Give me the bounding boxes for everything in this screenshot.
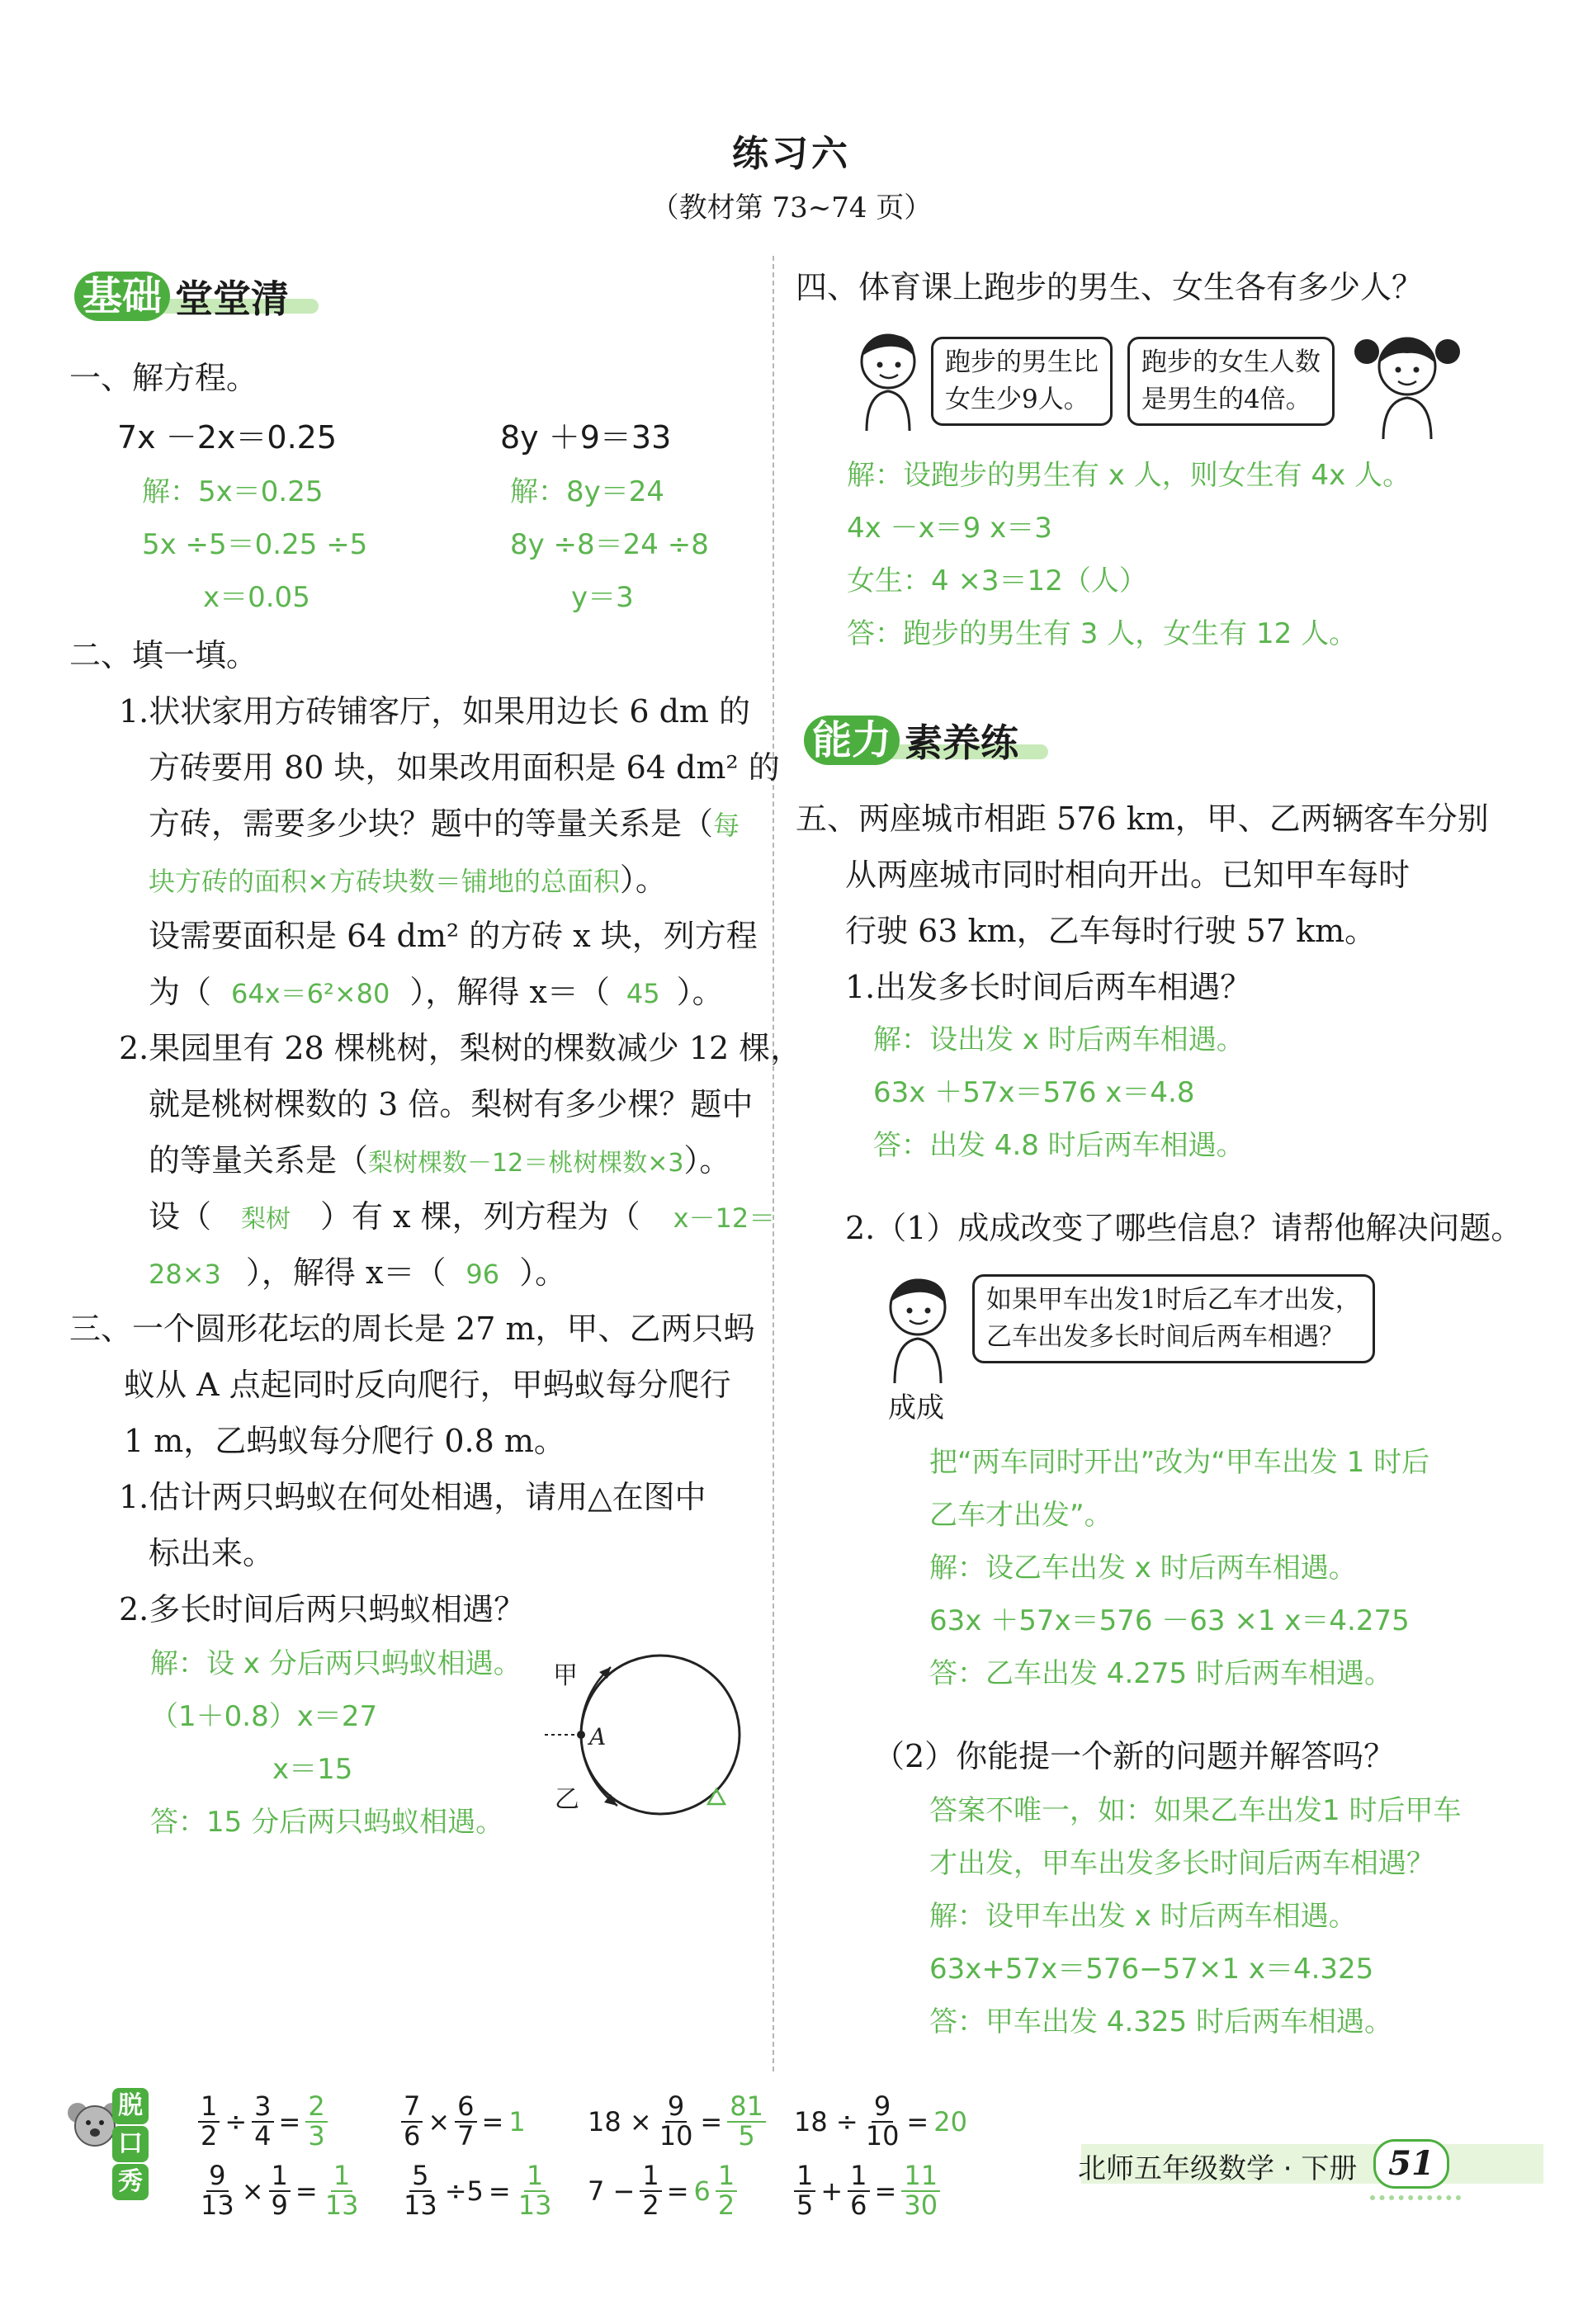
fill-answer: 梨树: [241, 1205, 291, 1234]
q5-sub1: 1.出发多长时间后两车相遇？: [845, 969, 1252, 1005]
fill-answer: 28×3: [149, 1259, 221, 1290]
girl-speech-bubble: 跑步的女生人数 是男生的4倍。: [1127, 337, 1335, 426]
ability-section-banner: [804, 713, 1018, 768]
q4-heading: 四、体育课上跑步的男生、女生各有多少人？: [796, 269, 1424, 305]
banner-badge: 基础: [74, 272, 170, 322]
q3-answer: （1＋0.8）x＝27: [150, 1700, 378, 1733]
q1-heading: 一、解方程。: [69, 360, 258, 396]
oral-item: 18 × $\frac{9}{10}$ = $\frac{81}{5}$: [588, 2093, 766, 2150]
q5-sub2-answer: 把“两车同时开出”改为“甲车出发 1 时后: [929, 1446, 1430, 1479]
q3-line: 三、一个圆形花坛的周长是 27 m，甲、乙两只蚂: [69, 1311, 755, 1347]
q2-p2-line: 2.果园里有 28 棵桃树，梨树的棵数减少 12 棵，: [119, 1030, 802, 1066]
q5-sub2-answer: 解：设乙车出发 x 时后两车相遇。: [929, 1552, 1357, 1585]
column-divider: [773, 256, 774, 2071]
oral-item: $\frac{7}{6}$ × $\frac{6}{7}$ = 1: [401, 2093, 526, 2150]
q5-sub3-answer: 解：设甲车出发 x 时后两车相遇。: [929, 1900, 1357, 1933]
logo-char: 脱: [112, 2088, 149, 2124]
fill-answer: 64x＝6²×80: [231, 978, 390, 1009]
q2-p1-line: 1.状状家用方砖铺客厅，如果用边长 6 dm 的: [119, 693, 751, 730]
oral-item: $\frac{1}{5}$ + $\frac{1}{6}$ = $\frac{11}{30}$: [794, 2162, 940, 2219]
fill-answer: 45: [626, 978, 660, 1009]
q2-p2-line: 就是桃树棵数的 3 倍。梨树有多少棵？题中: [149, 1086, 754, 1122]
fill-answer: 块方砖的面积×方砖块数＝铺地的总面积: [149, 866, 620, 897]
q2-p2-line: 28×3 ），解得 x＝（ 96 ）。: [149, 1254, 567, 1291]
circle-diagram: [528, 1642, 751, 1832]
oral-item: 7 − $\frac{1}{2}$ = 6 $\frac{1}{2}$: [588, 2162, 737, 2219]
q3-answer: 解：设 x 分后两只蚂蚁相遇。: [150, 1647, 522, 1680]
q3-sub1: 1.估计两只蚂蚁在何处相遇，请用△在图中: [119, 1479, 706, 1515]
q5-line: 五、两座城市相距 576 km，甲、乙两辆客车分别: [796, 801, 1489, 837]
footer-dots: [1370, 2195, 1461, 2200]
character-name: 成成: [888, 1391, 944, 1424]
banner-badge: 能力: [804, 716, 900, 766]
boy-speech-bubble: 跑步的男生比 女生少9人。: [931, 337, 1113, 426]
q4-answer: 答：跑步的男生有 3 人，女生有 12 人。: [847, 617, 1358, 650]
page-number: 51: [1373, 2139, 1449, 2189]
q3-sub2: 2.多长时间后两只蚂蚁相遇？: [119, 1591, 526, 1627]
q1-eq-a-step: 5x ÷5＝0.25 ÷5: [142, 528, 368, 561]
q2-p1-line: 方砖要用 80 块，如果改用面积是 64 dm² 的: [149, 749, 780, 786]
chengcheng-speech-bubble: 如果甲车出发1时后乙车才出发， 乙车出发多长时间后两车相遇？: [972, 1274, 1375, 1363]
q5-sub3-answer: 63x+57x＝576−57×1 x＝4.325: [929, 1953, 1374, 1986]
banner-text: 素养练: [905, 720, 1019, 765]
page-title: 练习六: [732, 133, 851, 175]
q5-line: 行驶 63 km，乙车每时行驶 57 km。: [845, 913, 1377, 949]
q5-sub1-answer: 答：出发 4.8 时后两车相遇。: [873, 1129, 1245, 1162]
q1-eq-b-step: 解：8y＝24: [510, 475, 665, 508]
q4-answer: 解：设跑步的男生有 x 人，则女生有 4x 人。: [847, 459, 1411, 492]
logo-char: 口: [112, 2126, 149, 2162]
q2-heading: 二、填一填。: [69, 637, 258, 673]
q3-line: 蚁从 A 点起同时反向爬行，甲蚂蚁每分爬行: [124, 1367, 731, 1403]
q5-sub2-answer: 答：乙车出发 4.275 时后两车相遇。: [929, 1657, 1392, 1690]
fill-answer: 梨树棵数－12＝桃树棵数×3: [368, 1149, 684, 1178]
q1-eq-b: 8y ＋9＝33: [500, 419, 672, 456]
fill-answer: 每: [713, 810, 740, 841]
q5-sub3-answer: 答案不唯一，如：如果乙车出发1 时后甲车: [929, 1794, 1462, 1827]
q5-sub1-answer: 解：设出发 x 时后两车相遇。: [873, 1023, 1245, 1056]
q3-line: 1 m，乙蚂蚁每分爬行 0.8 m。: [124, 1423, 565, 1459]
fill-answer: 96: [465, 1259, 500, 1290]
q5-sub3: （2）你能提一个新的问题并解答吗？: [873, 1738, 1396, 1774]
boy-illustration-icon: [847, 327, 929, 434]
q4-answer: 女生：4 ×3＝12（人）: [847, 564, 1147, 598]
q2-p2-line: 设（ 梨树 ）有 x 棵，列方程为（ x－12＝: [149, 1198, 776, 1235]
oral-item: $\frac{5}{13}$ ÷5 = $\frac{1}{13}$: [404, 2160, 552, 2221]
q2-p2-line: 的等量关系是（梨树棵数－12＝桃树棵数×3）。: [149, 1142, 731, 1179]
q5-sub2-answer: 乙车才出发”。: [929, 1499, 1113, 1532]
q1-eq-b-step: 8y ÷8＝24 ÷8: [510, 528, 709, 561]
chengcheng-illustration-icon: [875, 1271, 966, 1386]
q5-sub2-answer: 63x ＋57x＝576 －63 ×1 x＝4.275: [929, 1604, 1410, 1637]
q1-eq-a-step: x＝0.05: [203, 581, 310, 614]
page-subtitle: （教材第 73~74 页）: [650, 191, 933, 224]
q3-answer: 答：15 分后两只蚂蚁相遇。: [150, 1806, 504, 1839]
q5-sub2: 2.（1）成成改变了哪些信息？请帮他解决问题。: [845, 1210, 1523, 1246]
label-jia: 甲: [553, 1661, 578, 1690]
oral-item: $\frac{1}{2}$ ÷ $\frac{3}{4}$ = $\frac{2}{3}$: [198, 2093, 328, 2150]
q5-sub3-answer: 才出发，甲车出发多长时间后两车相遇？: [929, 1847, 1434, 1880]
label-yi: 乙: [555, 1785, 579, 1814]
q2-p1-line: 设需要面积是 64 dm² 的方砖 x 块，列方程: [149, 918, 758, 954]
q1-eq-a-step: 解：5x＝0.25: [142, 475, 324, 508]
oral-item: $\frac{9}{13}$ × $\frac{1}{9}$ = $\frac{1}{13}$: [201, 2160, 359, 2221]
oral-item: 18 ÷ $\frac{9}{10}$ = 20: [794, 2090, 967, 2152]
q2-p1-line: 块方砖的面积×方砖块数＝铺地的总面积）。: [149, 862, 667, 898]
book-title: 北师五年级数学 · 下册: [1078, 2152, 1358, 2185]
point-a-dot: [577, 1731, 585, 1739]
q5-line: 从两座城市同时相向开出。已知甲车每时: [845, 857, 1411, 893]
fill-answer: x－12＝: [673, 1202, 776, 1234]
q4-answer: 4x －x＝9 x＝3: [847, 512, 1052, 545]
banner-text: 堂堂清: [175, 276, 290, 321]
girl-illustration-icon: [1350, 327, 1466, 442]
q2-p1-line: 方砖，需要多少块？题中的等量关系是（每: [149, 805, 740, 842]
logo-char: 秀: [112, 2164, 149, 2200]
q1-eq-a: 7x －2x＝0.25: [117, 419, 338, 456]
q1-eq-b-step: y＝3: [571, 581, 634, 614]
q5-sub3-answer: 答：甲车出发 4.325 时后两车相遇。: [929, 2005, 1392, 2038]
q3-answer: x＝15: [272, 1753, 353, 1786]
label-a: A: [589, 1723, 607, 1750]
oral-math-logo: [66, 2088, 157, 2204]
q2-p1-line: 为（ 64x＝6²×80 ），解得 x＝（ 45 ）。: [149, 974, 724, 1010]
q5-sub1-answer: 63x ＋57x＝576 x＝4.8: [873, 1076, 1195, 1109]
q3-sub1: 标出来。: [149, 1535, 275, 1571]
basic-section-banner: [74, 269, 289, 324]
